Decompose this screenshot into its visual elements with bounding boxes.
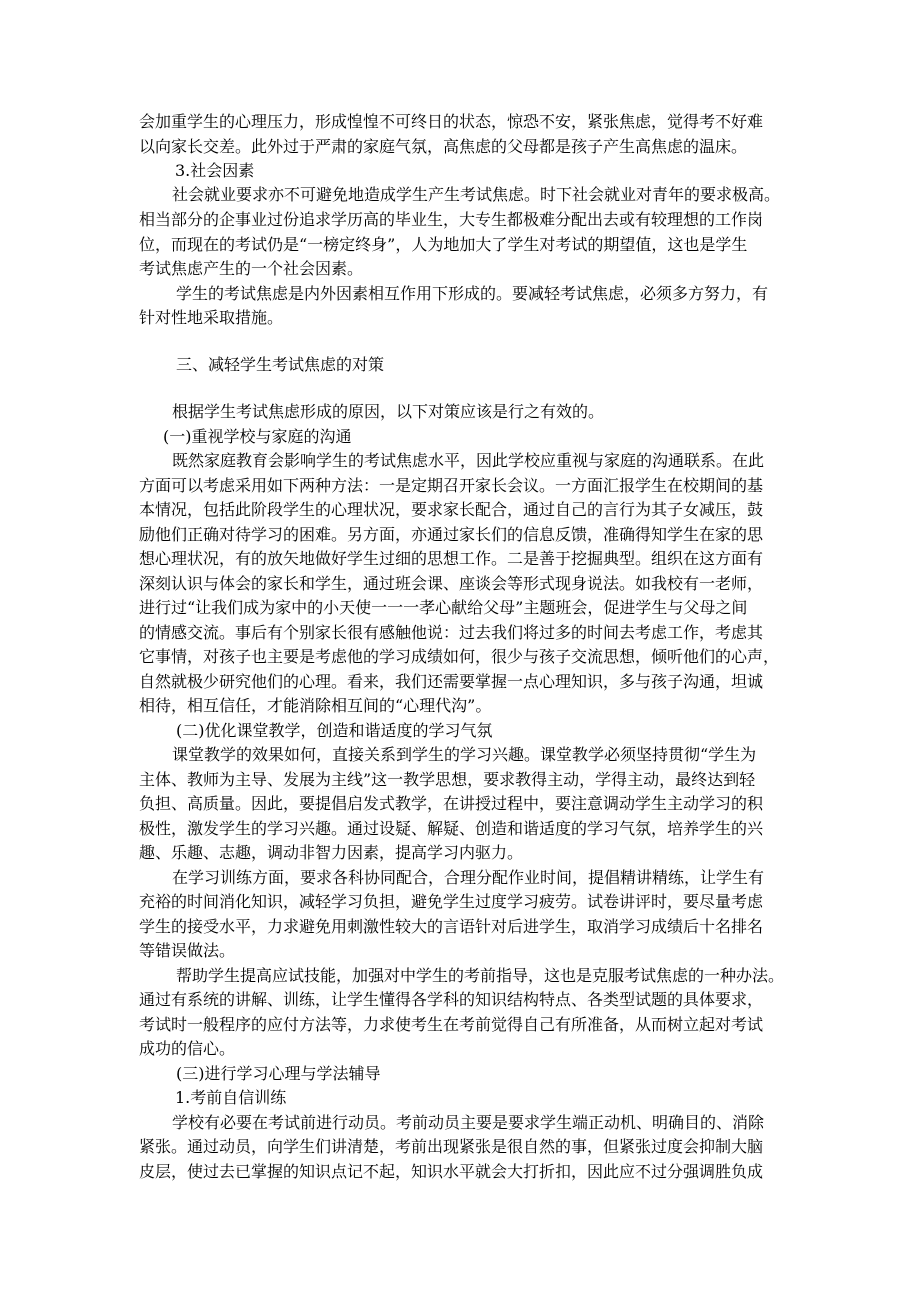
text-line: 相待，相互信任，才能消除相互间的“心理代沟”。	[139, 696, 492, 715]
text-line: 进行过“让我们成为家中的小天使一一一孝心献给父母”主题班会，促进学生与父母之间	[139, 598, 748, 617]
text-line: 帮助学生提高应试技能，加强对中学生的考前指导，这也是克服考试焦虑的一种办法。	[176, 966, 785, 985]
text-line: 成功的信心。	[139, 1039, 236, 1058]
text-line: 根据学生考试焦虑形成的原因，以下对策应该是行之有效的。	[172, 402, 605, 421]
section-heading: 3.社会因素	[175, 161, 255, 180]
text-line: 励他们正确对待学习的困难。另方面，亦通过家长们的信息反馈，准确得知学生在家的思	[139, 525, 764, 544]
text-line: 想心理状况，有的放矢地做好学生过细的思想工作。二是善于挖掘典型。组织在这方面有	[139, 549, 764, 568]
text-line: 以向家长交差。此外过于严肃的家庭气氛，高焦虑的父母都是孩子产生高焦虑的温床。	[139, 137, 748, 156]
text-line: 课堂教学的效果如何，直接关系到学生的学习兴趣。课堂教学必须坚持贯彻“学生为	[172, 745, 757, 764]
text-line: 紧张。通过动员，向学生们讲清楚，考前出现紧张是很自然的事，但紧张过度会抑制大脑	[139, 1137, 764, 1156]
subsection-heading: (二)优化课堂教学，创造和谐适度的学习气氛	[176, 721, 493, 740]
text-line: 负担、高质量。因此，要提倡启发式教学，在讲授过程中，要注意调动学生主动学习的积	[139, 794, 764, 813]
text-line: 针对性地采取措施。	[139, 308, 284, 327]
text-line: 主体、教师为主导、发展为主线”这一教学思想，要求教得主动，学得主动，最终达到轻	[139, 770, 756, 789]
text-line: 会加重学生的心理压力，形成惶惶不可终日的状态，惊恐不安，紧张焦虑，觉得考不好难	[139, 112, 764, 131]
text-line: 本情况，包括此阶段学生的心理状况，要求家长配合，通过自己的言行为其子女减压，鼓	[139, 500, 764, 519]
subsection-heading: (三)进行学习心理与学法辅导	[176, 1064, 381, 1083]
text-line: 在学习训练方面，要求各科协同配合，合理分配作业时间，提倡精讲精练，让学生有	[172, 868, 765, 887]
text-line: 它事情，对孩子也主要是考虑他的学习成绩如何，很少与孩子交流思想，倾听他们的心声，	[139, 647, 780, 666]
text-line: 位，而现在的考试仍是“一榜定终身”，人为地加大了学生对考试的期望值，这也是学生	[139, 235, 748, 254]
text-line: 既然家庭教育会影响学生的考试焦虑水平，因此学校应重视与家庭的沟通联系。在此	[172, 451, 765, 470]
text-line: 深刻认识与体会的家长和学生，通过班会课、座谈会等形式现身说法。如我校有一老师，	[139, 574, 764, 593]
text-line: 相当部分的企事业过份追求学历高的毕业生，大专生都极难分配出去或有较理想的工作岗	[139, 210, 764, 229]
text-line: 通过有系统的讲解、训练，让学生懂得各学科的知识结构特点、各类型试题的具体要求，	[139, 990, 764, 1009]
text-line: 学生的考试焦虑是内外因素相互作用下形成的。要减轻考试焦虑，必须多方努力，有	[176, 284, 769, 303]
text-line: 充裕的时间消化知识，减轻学习负担，避免学生过度学习疲劳。试卷讲评时，要尽量考虑	[139, 892, 764, 911]
text-line: 考试时一般程序的应付方法等，力求使考生在考前觉得自己有所准备，从而树立起对考试	[139, 1015, 764, 1034]
text-line: 极性，激发学生的学习兴趣。通过设疑、解疑、创造和谐适度的学习气氛，培养学生的兴	[139, 819, 764, 838]
text-line: 社会就业要求亦不可避免地造成学生产生考试焦虑。时下社会就业对青年的要求极高。	[172, 185, 781, 204]
text-line: 学生的接受水平，力求避免用刺激性较大的言语针对后进学生，取消学习成绩后十名排名	[139, 917, 764, 936]
text-line: 学校有必要在考试前进行动员。考前动员主要是要求学生端正动机、明确目的、消除	[172, 1113, 765, 1132]
text-line: 趣、乐趣、志趣，调动非智力因素，提高学习内驱力。	[139, 843, 524, 862]
text-line: 自然就极少研究他们的心理。看来，我们还需要掌握一点心理知识，多与孩子沟通，坦诚	[139, 672, 764, 691]
subsection-heading: 1.考前自信训练	[175, 1088, 287, 1107]
text-line: 等错误做法。	[139, 941, 236, 960]
section-heading: 三、减轻学生考试焦虑的对策	[176, 355, 385, 374]
text-line: 皮层，使过去已掌握的知识点记不起，知识水平就会大打折扣，因此应不过分强调胜负成	[139, 1162, 764, 1181]
text-line: 考试焦虑产生的一个社会因素。	[139, 259, 364, 278]
text-line: 的情感交流。事后有个别家长很有感触他说：过去我们将过多的时间去考虑工作，考虑其	[139, 623, 764, 642]
subsection-heading: (一)重视学校与家庭的沟通	[163, 427, 352, 446]
text-line: 方面可以考虑采用如下两种方法：一是定期召开家长会议。一方面汇报学生在校期间的基	[139, 476, 764, 495]
